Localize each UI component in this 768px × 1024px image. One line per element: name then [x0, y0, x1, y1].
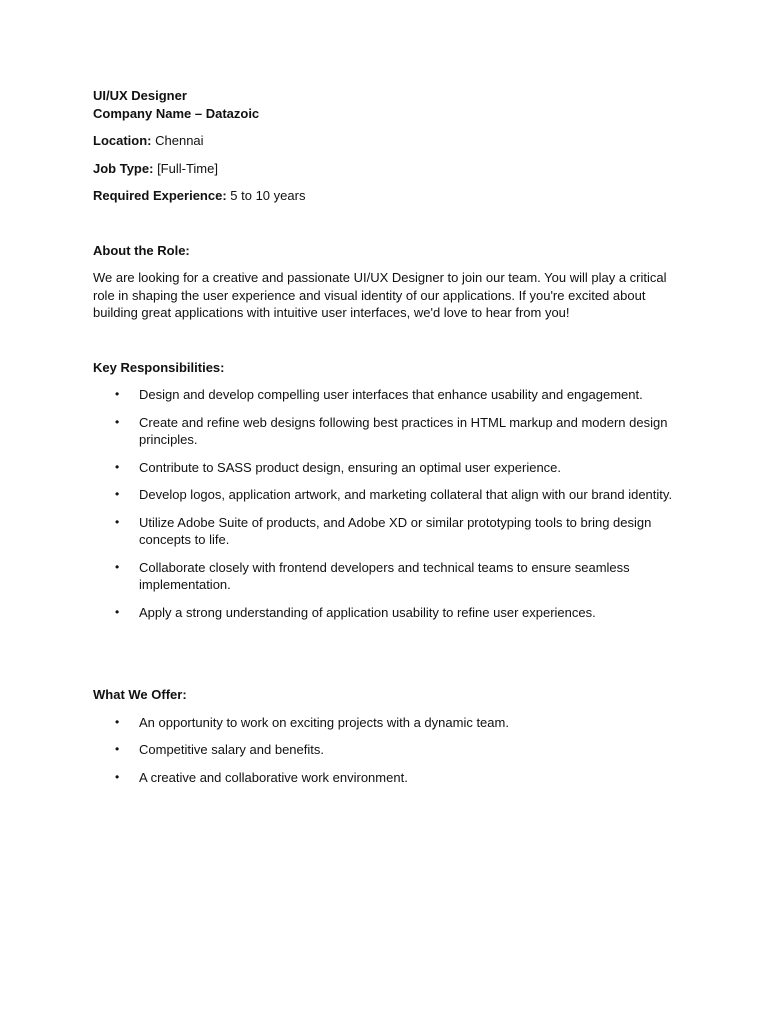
- company-name: Company Name – Datazoic: [93, 105, 260, 121]
- list-item-text: A creative and collaborative work environment.: [139, 769, 408, 785]
- list-item: [93, 459, 683, 477]
- bullet-icon: •: [115, 742, 120, 756]
- bullet-icon: •: [115, 414, 120, 429]
- bullet-icon: •: [115, 459, 120, 474]
- experience-value: 5 to 10 years: [230, 188, 306, 203]
- list-item: [93, 486, 683, 504]
- list-item: [93, 386, 683, 404]
- bullet-icon: •: [115, 514, 120, 529]
- job-type-label: Job Type:: [93, 160, 154, 176]
- location-field: [93, 132, 683, 150]
- bullet-icon: •: [115, 604, 120, 619]
- list-item-text: Collaborate closely with frontend developers and technical teams to ensure seamless implementation.: [139, 559, 630, 592]
- list-item: [93, 769, 683, 787]
- list-item-text: Apply a strong understanding of application usability to refine user experiences.: [139, 604, 596, 620]
- list-item: [93, 559, 683, 594]
- experience-field: [93, 187, 683, 205]
- job-type-field: [93, 160, 683, 178]
- list-item-text: Contribute to SASS product design, ensuring an optimal user experience.: [139, 459, 562, 475]
- location-value: Chennai: [155, 133, 204, 148]
- list-item-text: Create and refine web designs following best practices in HTML markup and modern design principles.: [139, 414, 668, 447]
- list-item: [93, 714, 683, 732]
- list-item: [93, 604, 683, 622]
- experience-label: Required Experience:: [93, 188, 227, 203]
- list-item-text: An opportunity to work on exciting projects with a dynamic team.: [139, 714, 509, 730]
- about-text: We are looking for a creative and passionate UI/UX Designer to join our team. You will play a critical role in shaping the user experience and visual identity of our applications. If you're excited about building great applications with intuitive user interfaces, we'd love to hear from you!: [93, 270, 667, 320]
- list-item-text: Design and develop compelling user interfaces that enhance usability and engagement.: [139, 387, 643, 402]
- offer-heading: What We Offer:: [93, 687, 187, 702]
- location-label: Location:: [93, 133, 152, 148]
- bullet-icon: •: [115, 714, 120, 729]
- offer-list: [93, 714, 683, 787]
- list-item: [93, 514, 683, 549]
- title-block: [93, 87, 683, 122]
- list-item: [93, 741, 683, 759]
- bullet-icon: •: [115, 387, 120, 401]
- list-item: [93, 414, 683, 449]
- job-title: UI/UX Designer: [93, 88, 187, 103]
- list-item-text: Develop logos, application artwork, and marketing collateral that align with our brand identity.: [139, 487, 673, 502]
- responsibilities-heading: Key Responsibilities:: [93, 359, 225, 375]
- bullet-icon: •: [115, 559, 120, 574]
- job-description-document: [93, 87, 683, 796]
- job-type-value: [Full-Time]: [157, 160, 218, 176]
- list-item-text: Competitive salary and benefits.: [139, 742, 324, 757]
- bullet-icon: •: [115, 487, 120, 501]
- responsibilities-list: [93, 386, 683, 621]
- about-heading: About the Role:: [93, 242, 190, 258]
- bullet-icon: •: [115, 769, 120, 784]
- list-item-text: Utilize Adobe Suite of products, and Adobe XD or similar prototyping tools to bring design concepts to life.: [139, 514, 652, 547]
